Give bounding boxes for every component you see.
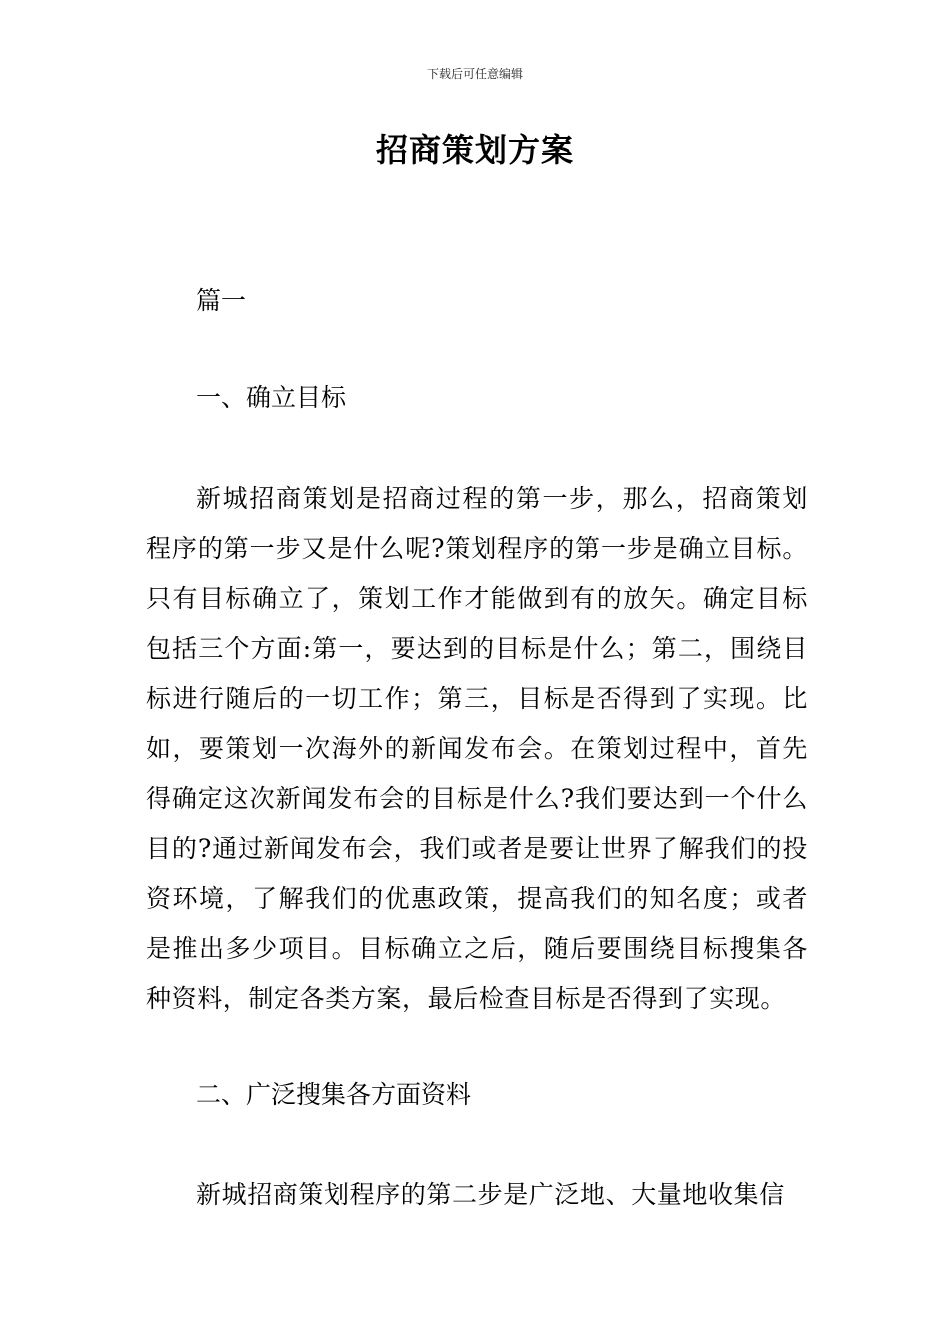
- header-note: 下载后可任意编辑: [426, 67, 523, 81]
- section-heading: 二、广泛搜集各方面资料: [196, 1080, 472, 1109]
- section-paragraph: 新城招商策划是招商过程的第一步，那么，招商策划程序的第一步又是什么呢?策划程序的第一步是确立目标。只有目标确立了，策划工作才能做到有的放矢。确定目标包括三个方面:第一，要达到的目标是什么；第二，围绕目标进行随后的一切工作；第三，目标是否得到了实现。比如，要策划一次海外的新闻发布会。在策划过程中，首先得确定这次新闻发布会的目标是什么?我们要达到一个什么目的?通过新闻发布会，我们或者是要让世界了解我们的投资环境，了解我们的优惠政策，提高我们的知名度；或者是推出多少项目。目标确立之后，随后要围绕目标搜集各种资料，制定各类方案，最后检查目标是否得到了实现。: [146, 484, 808, 1013]
- part-label: 篇一: [196, 286, 247, 315]
- section-paragraph: 新城招商策划程序的第二步是广泛地、大量地收集信: [196, 1180, 785, 1209]
- section-heading: 一、确立目标: [196, 383, 347, 412]
- document-title: 招商策划方案: [375, 131, 574, 169]
